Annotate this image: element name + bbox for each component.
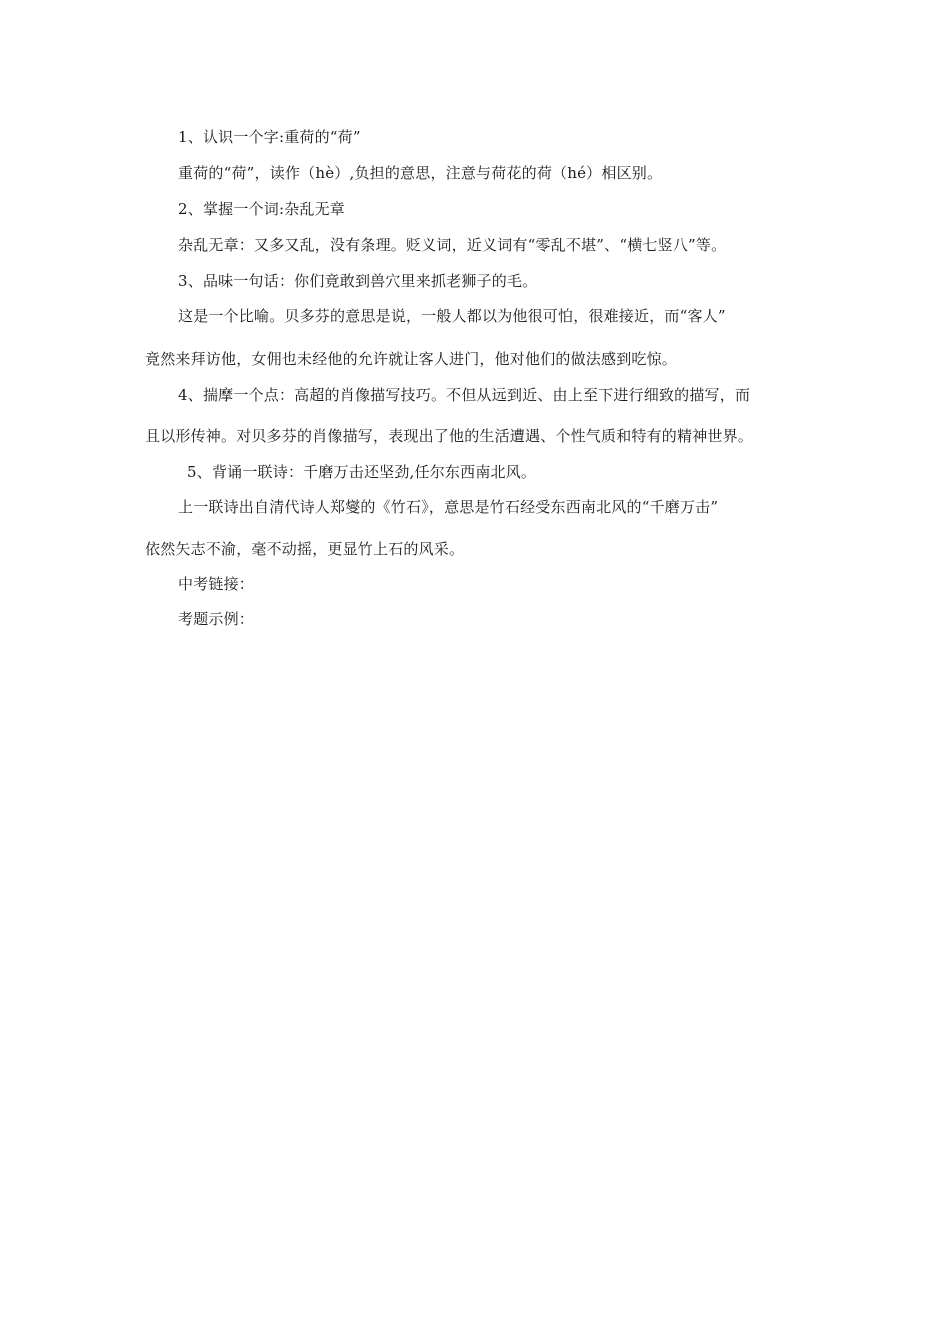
item-2-body: 杂乱无章：又多又乱，没有条理。贬义词，近义词有“零乱不堪”、“横七竖八”等。 bbox=[178, 236, 727, 254]
item-3-body-line-2: 竟然来拜访他，女佣也未经他的允许就让客人进门，他对他们的做法感到吃惊。 bbox=[145, 350, 678, 368]
item-4-line-1: 4、揣摩一个点：高超的肖像描写技巧。不但从远到近、由上至下进行细致的描写，而 bbox=[178, 386, 751, 404]
item-5-body-line-1: 上一联诗出自清代诗人郑燮的《竹石》，意思是竹石经受东西南北风的“千磨万击” bbox=[178, 498, 719, 516]
item-3-heading: 3、品味一句话：你们竟敢到兽穴里来抓老狮子的毛。 bbox=[178, 272, 538, 290]
item-1-body: 重荷的“荷”，读作（hè）,负担的意思，注意与荷花的荷（hé）相区别。 bbox=[178, 164, 663, 182]
exam-link-heading: 中考链接： bbox=[178, 575, 255, 593]
item-3-body-line-1: 这是一个比喻。贝多芬的意思是说，一般人都以为他很可怕，很难接近，而“客人” bbox=[178, 307, 726, 325]
exam-example-heading: 考题示例： bbox=[178, 610, 255, 628]
item-4-line-2: 且以形传神。对贝多芬的肖像描写，表现出了他的生活遭遇、个性气质和特有的精神世界。 bbox=[145, 427, 754, 445]
item-5-body-line-2: 依然矢志不渝，毫不动摇，更显竹上石的风采。 bbox=[145, 540, 465, 558]
item-5-heading: 5、背诵一联诗：千磨万击还坚劲,任尔东西南北风。 bbox=[187, 463, 537, 481]
item-1-heading: 1、认识一个字:重荷的“荷” bbox=[178, 128, 361, 146]
item-2-heading: 2、掌握一个词:杂乱无章 bbox=[178, 200, 345, 218]
